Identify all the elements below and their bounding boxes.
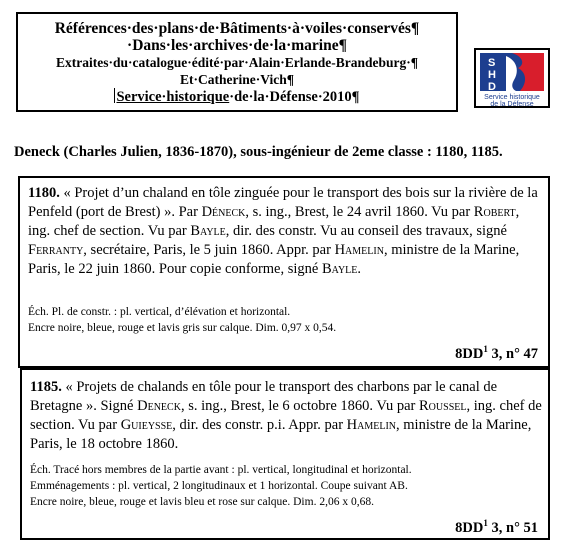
entry-text-part: , secrétaire, Paris, le 5 juin 1860. Appr. par (83, 242, 335, 258)
description-line: Éch. Tracé hors membres de la partie avant : pl. vertical, longitudinal et horizontal. (30, 464, 412, 476)
entry-text-part: , ing. chef de section. Vu par (28, 204, 520, 239)
person-name: Deneck (137, 398, 181, 414)
person-name: Bayle (190, 223, 226, 239)
entry-text-part: , ing. chef de section. Vu par (30, 398, 542, 433)
person-name: Ferranty (28, 242, 84, 258)
person-name: Hamelin (346, 417, 397, 433)
entry-text-part: , dir. des constr. p.i. Appr. par (172, 417, 347, 433)
header-line-5-underlined: Service·historique (116, 89, 230, 105)
catalog-entry-1180 (18, 176, 550, 368)
person-name: Robert (473, 204, 516, 220)
description-line: Encre noire, bleue, rouge et lavis bleu et rose sur calque. Dim. 2,06 x 0,68. (30, 496, 374, 508)
entry-text-part: , ministre de la Marine, Paris, le 18 octobre 1860. (30, 417, 532, 452)
header-line-4: Et·Catherine·Vich¶ (179, 72, 295, 87)
archive-reference (455, 344, 538, 363)
entry-text-part: « Projet d’un chaland en tôle zinguée pour le transport des bois sur la rivière de la Penfeld (port de Brest) ». Par (28, 185, 538, 220)
cote-rest: 3, n° 51 (487, 519, 538, 536)
description-line: Éch. Pl. de constr. : pl. vertical, d’élévation et horizontal. (28, 306, 291, 318)
entry-text-part: « Projets de chalands en tôle pour le transport des charbons par le canal de Bretagne ». Signé (30, 379, 498, 414)
cote-main: 8DD (455, 519, 484, 536)
logo-caption-2: de la Défense (490, 101, 534, 108)
header-line-5 (18, 88, 456, 106)
archive-reference (455, 518, 538, 537)
description-line: Encre noire, bleue, rouge et lavis gris sur calque. Dim. 0,97 x 0,54. (28, 322, 337, 334)
person-name: Bayle (321, 261, 358, 277)
cote-sup: 1 (483, 344, 488, 354)
entry-number: 1180. (28, 185, 60, 201)
shd-logo (474, 48, 550, 108)
header-line-3: Extraites·du·catalogue·édité·par·Alain·Erlande-Brandeburg·¶ (55, 55, 419, 70)
entry-text-part: , s. ing., Brest, le 6 octobre 1860. Vu par (180, 398, 420, 414)
entry-text-part: , ministre de la Marine, Paris, le 22 juin 1860. Pour copie conforme, signé (28, 242, 520, 277)
cote-main: 8DD (455, 345, 484, 362)
header-line-5-rest: ·de·la·Défense·2010¶ (229, 89, 360, 105)
logo-letter-h: H (488, 69, 496, 81)
shd-logo-graphic (476, 50, 548, 94)
entry-text-part: , s. ing., Brest, le 24 avril 1860. Vu par (245, 204, 474, 220)
person-name: Hamelin (334, 242, 384, 258)
person-name: Guieysse (120, 417, 173, 433)
logo-letter-d: D (488, 81, 496, 93)
catalog-entry-1185 (20, 368, 550, 540)
cote-rest: 3, n° 47 (487, 345, 538, 362)
entry-description (28, 304, 336, 336)
header-line-1: Références·des·plans·de·Bâtiments·à·voiles·conservés¶ (54, 20, 420, 37)
logo-letter-s: S (488, 57, 496, 69)
entry-description (30, 462, 412, 510)
entry-text (28, 184, 543, 279)
entry-text-part: . (357, 261, 362, 277)
logo-caption-1: Service historique (484, 94, 540, 101)
header-line-2: ·Dans·les·archives·de·la·marine¶ (127, 37, 347, 54)
description-line: Emménagements : pl. vertical, 2 longitudinaux et 1 horizontal. Coupe suivant AB. (30, 480, 408, 492)
page-title: Deneck (Charles Julien, 1836-1870), sous-ingénieur de 2eme classe : 1180, 1185. (14, 144, 503, 160)
person-name: Roussel (419, 398, 467, 414)
entry-text-part: , dir. des constr. Vu au conseil des travaux, signé (225, 223, 507, 239)
person-name: Déneck (201, 204, 246, 220)
cote-sup: 1 (483, 518, 488, 528)
entry-text (30, 378, 542, 454)
entry-number: 1185. (30, 379, 62, 395)
header-box (16, 12, 458, 112)
